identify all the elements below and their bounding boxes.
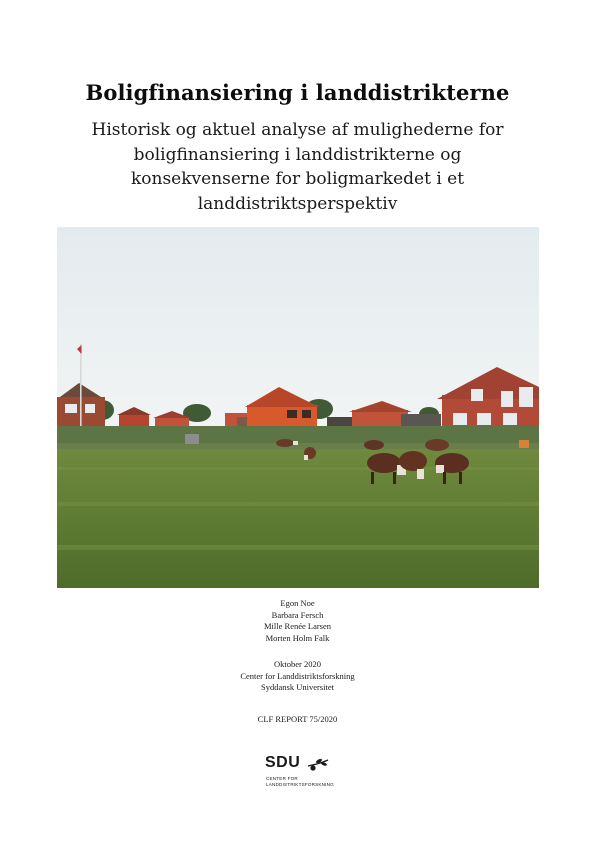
publication-date: Oktober 2020 (274, 659, 321, 669)
subtitle-line: konsekvenserne for boligmarkedet i et (130, 169, 465, 189)
subtitle-line: landdistriktsperspektiv (197, 193, 398, 214)
logo-subtitle-line: LANDDISTRIKTSFORSKNING (266, 781, 334, 787)
report-number: CLF REPORT 75/2020 (257, 714, 338, 724)
sdu-olive-branch-icon (307, 756, 329, 775)
author-name: Egon Noe (280, 598, 315, 608)
sdu-logo (265, 754, 345, 794)
institution-name: Center for Landdistriktsforskning (240, 670, 355, 681)
logo-wordmark: SDU (265, 754, 301, 771)
subtitle-line: boligfinansiering i landdistrikterne og (133, 144, 462, 165)
logo-subtitle-line: CENTER FOR (266, 776, 298, 781)
report-subtitle (90, 118, 505, 216)
logo-subtitle (266, 776, 334, 787)
author-name: Morten Holm Falk (265, 633, 330, 644)
author-name: Barbara Fersch (271, 609, 324, 620)
subtitle-line: Historisk og aktuel analyse af mulighederne for (91, 120, 504, 140)
author-list (0, 598, 595, 645)
report-title: Boligfinansiering i landdistrikterne (85, 80, 510, 105)
university-name: Syddansk Universitet (261, 682, 334, 693)
cover-photo (57, 227, 539, 588)
publication-info (0, 659, 595, 694)
author-name: Mille Renée Larsen (263, 621, 332, 632)
